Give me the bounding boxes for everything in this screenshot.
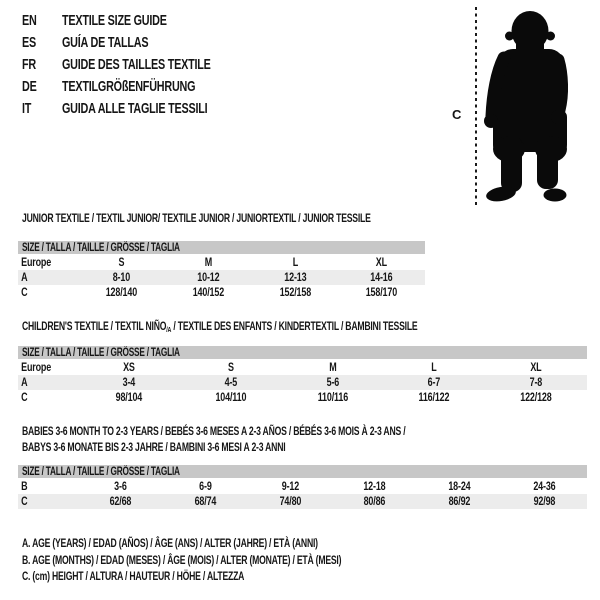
size-cell: 6-7 [428, 376, 441, 389]
language-code: IT [22, 99, 32, 117]
babies-size-table [18, 465, 587, 509]
language-code: FR [22, 55, 36, 73]
size-cell: 104/110 [215, 391, 247, 404]
language-row [22, 75, 268, 97]
footnote-legend [22, 535, 465, 585]
language-name: GUIDE DES TAILLES TEXTILE [62, 55, 211, 73]
title-part: CHILDREN'S TEXTILE / TEXTIL NIÑO [22, 319, 167, 333]
baby-silhouette [484, 11, 567, 203]
size-cell: 9-12 [281, 480, 299, 493]
table-row [18, 479, 587, 494]
size-cell: 10-12 [197, 271, 220, 284]
language-row [22, 97, 268, 119]
table-row [18, 390, 587, 405]
footnote-b-text: B. AGE (MONTHS) / EDAD (MESES) / ÂGE (MOIS) / ALTER (MONATE) / ETÀ (MESI) [22, 552, 342, 567]
size-header-text: SIZE / TALLA / TAILLE / GRÖSSE / TAGLIA [22, 465, 180, 478]
children-size-table [18, 346, 587, 405]
size-cell: XL [530, 361, 542, 374]
language-code: EN [22, 12, 37, 30]
size-cell: S [118, 256, 125, 269]
size-cell: 3-4 [122, 376, 136, 389]
language-name: GUIDA ALLE TAGLIE TESSILI [62, 99, 208, 117]
size-cell: S [227, 361, 234, 374]
size-cell: 158/170 [365, 286, 398, 299]
row-label: A [21, 271, 28, 284]
size-cell: 7-8 [529, 376, 543, 389]
size-cell: 3-6 [114, 480, 127, 493]
size-cell: 68/74 [194, 495, 217, 508]
size-cell: 8-10 [112, 271, 131, 284]
language-code: ES [22, 34, 36, 52]
size-cell: 4-5 [224, 376, 237, 389]
size-cell: 92/98 [533, 495, 556, 508]
row-label: C [21, 391, 28, 404]
language-list [22, 10, 268, 119]
footnote-c [22, 568, 465, 585]
row-label: C [21, 286, 28, 299]
row-label: A [21, 376, 28, 389]
size-cell: 80/86 [364, 495, 386, 508]
table-row [18, 255, 425, 270]
row-label: C [21, 495, 28, 508]
size-cell: M [328, 361, 337, 374]
size-cell: 122/128 [520, 391, 552, 404]
size-cell: 24-36 [533, 480, 556, 493]
title-subscript: /A [166, 324, 172, 334]
language-name: TEXTILGRÖßENFÜHRUNG [62, 77, 196, 95]
height-label: C [452, 107, 462, 122]
size-cell: 86/92 [448, 495, 471, 508]
baby-height-figure [450, 4, 598, 210]
row-label: B [21, 480, 28, 493]
footnote-a [22, 535, 465, 552]
babies-section-title-line2: BABYS 3-6 MONATE BIS 2-3 JAHRE / BAMBINI 3-6 MESI A 2-3 ANNI [22, 440, 286, 454]
footnote-c-text: C. (cm) HEIGHT / ALTURA / HAUTEUR / HÖHE / ALTEZZA [22, 569, 245, 583]
size-cell: 110/116 [317, 391, 348, 404]
table-row [18, 494, 587, 509]
size-header-text: SIZE / TALLA / TAILLE / GRÖSSE / TAGLIA [22, 241, 180, 254]
size-cell: 152/158 [279, 286, 311, 299]
table-row [18, 270, 425, 285]
children-section-title [22, 318, 571, 338]
baby-silhouette-icon [462, 4, 595, 210]
size-cell: 128/140 [105, 286, 138, 299]
size-cell: 74/80 [279, 495, 301, 508]
babies-section-title-line1: BABIES 3-6 MONTH TO 2-3 YEARS / BEBÉS 3-6 MESES A 2-3 AÑOS / BÉBÉS 3-6 MOIS À 2-3 ANS / [22, 424, 406, 438]
size-header-bar [18, 241, 425, 254]
children-section-title-text [22, 318, 417, 338]
size-cell: 18-24 [448, 480, 471, 493]
size-cell: 12-18 [363, 480, 386, 493]
language-row [22, 32, 268, 54]
size-cell: 5-6 [326, 376, 339, 389]
size-header-bar [18, 465, 587, 478]
size-cell: 140/152 [192, 286, 224, 299]
size-cell: 98/104 [115, 391, 143, 404]
junior-section-title [22, 210, 506, 226]
language-row [22, 54, 268, 76]
size-cell: 6-9 [198, 480, 212, 493]
size-header-bar [18, 346, 587, 359]
junior-section-title-text: JUNIOR TEXTILE / TEXTIL JUNIOR/ TEXTILE JUNIOR / JUNIORTEXTIL / JUNIOR TESSILE [22, 211, 371, 225]
language-row [22, 10, 268, 32]
size-cell: 62/68 [109, 495, 132, 508]
row-label: Europe [21, 256, 52, 269]
size-header-text: SIZE / TALLA / TAILLE / GRÖSSE / TAGLIA [22, 346, 180, 359]
junior-size-table [18, 241, 425, 300]
size-cell: L [431, 361, 437, 374]
babies-section-title [22, 423, 554, 455]
size-cell: 12-13 [283, 271, 306, 284]
footnote-b [22, 552, 465, 569]
table-row [18, 375, 587, 390]
table-row [18, 285, 425, 300]
size-cell: 116/122 [418, 391, 450, 404]
row-label: Europe [21, 361, 52, 374]
title-part: / TEXTILE DES ENFANTS / KINDERTEXTIL / BAMBINI TESSILE [171, 319, 418, 333]
size-cell: 14-16 [370, 271, 393, 284]
footnote-a-text: A. AGE (YEARS) / EDAD (AÑOS) / ÂGE (ANS) / ALTER (JAHRE) / ETÀ (ANNI) [22, 536, 318, 550]
language-name: TEXTILE SIZE GUIDE [62, 12, 167, 30]
language-code: DE [22, 77, 37, 95]
size-cell: L [292, 256, 298, 269]
size-cell: XS [123, 361, 135, 374]
size-cell: M [204, 256, 212, 269]
size-cell: XL [376, 256, 388, 269]
table-row [18, 360, 587, 375]
language-name: GUÍA DE TALLAS [62, 34, 149, 52]
